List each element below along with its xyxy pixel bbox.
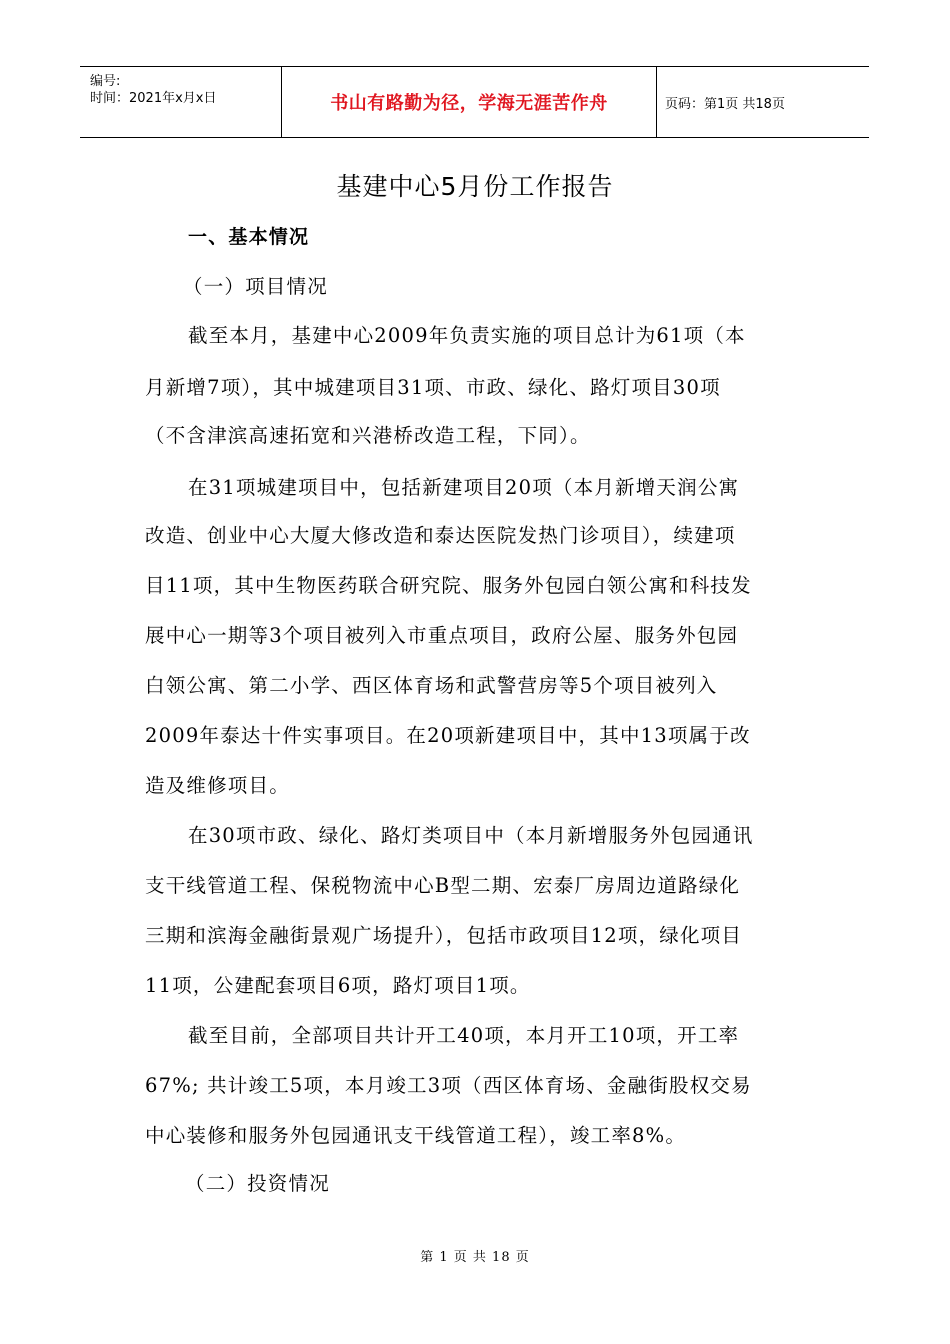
document-date: 时间：2021年x月x日 xyxy=(90,91,217,106)
paragraph-line: 改造、创业中心大厦大修改造和泰达医院发热门诊项目），续建项 xyxy=(145,524,736,547)
subsection-heading: （二）投资情况 xyxy=(185,1172,330,1195)
paragraph-line: 截至本月，基建中心2009年负责实施的项目总计为61项（本 xyxy=(188,324,746,347)
document-title: 基建中心5月份工作报告 xyxy=(336,172,614,201)
paragraph-line: 截至目前，全部项目共计开工40项，本月开工10项，开工率 xyxy=(188,1024,740,1047)
section-heading: 一、基本情况 xyxy=(188,226,310,248)
subsection-heading: （一）项目情况 xyxy=(183,275,328,298)
paragraph-line: 11项，公建配套项目6项，路灯项目1项。 xyxy=(145,974,531,997)
paragraph-line: 2009年泰达十件实事项目。在20项新建项目中，其中13项属于改 xyxy=(145,724,751,747)
paragraph-line: 在30项市政、绿化、路灯类项目中（本月新增服务外包园通讯 xyxy=(188,824,754,847)
paragraph-line: 造及维修项目。 xyxy=(145,774,290,797)
paragraph-line: 67%; 共计竣工5项，本月竣工3项（西区体育场、金融街股权交易 xyxy=(145,1074,752,1097)
paragraph-line: 支干线管道工程、保税物流中心B型二期、宏泰厂房周边道路绿化 xyxy=(145,874,741,897)
page-footer: 第 1 页 共 18 页 xyxy=(420,1250,530,1265)
header-meta xyxy=(80,67,281,137)
paragraph-line: （不含津滨高速拓宽和兴港桥改造工程，下同）。 xyxy=(145,424,591,447)
paragraph-line: 在31项城建项目中，包括新建项目20项（本月新增天润公寓 xyxy=(188,476,740,499)
header-motto: 书山有路勤为径，学海无涯苦作舟 xyxy=(330,93,608,114)
header-page-cell xyxy=(657,67,869,137)
paragraph-line: 月新增7项），其中城建项目31项、市政、绿化、路灯项目30项 xyxy=(145,376,721,399)
document-header xyxy=(80,66,869,138)
paragraph-line: 三期和滨海金融街景观广场提升），包括市政项目12项，绿化项目 xyxy=(145,924,743,947)
paragraph-line: 中心装修和服务外包园通讯支干线管道工程），竣工率8%。 xyxy=(145,1124,687,1147)
header-motto-cell xyxy=(281,67,657,137)
header-page-number: 页码：第1页 共18页 xyxy=(665,96,785,112)
document-number: 编号: xyxy=(90,74,121,89)
paragraph-line: 展中心一期等3个项目被列入市重点项目，政府公屋、服务外包园 xyxy=(145,624,739,647)
paragraph-line: 目11项，其中生物医药联合研究院、服务外包园白领公寓和科技发 xyxy=(145,574,752,597)
paragraph-line: 白领公寓、第二小学、西区体育场和武警营房等5个项目被列入 xyxy=(145,674,718,697)
